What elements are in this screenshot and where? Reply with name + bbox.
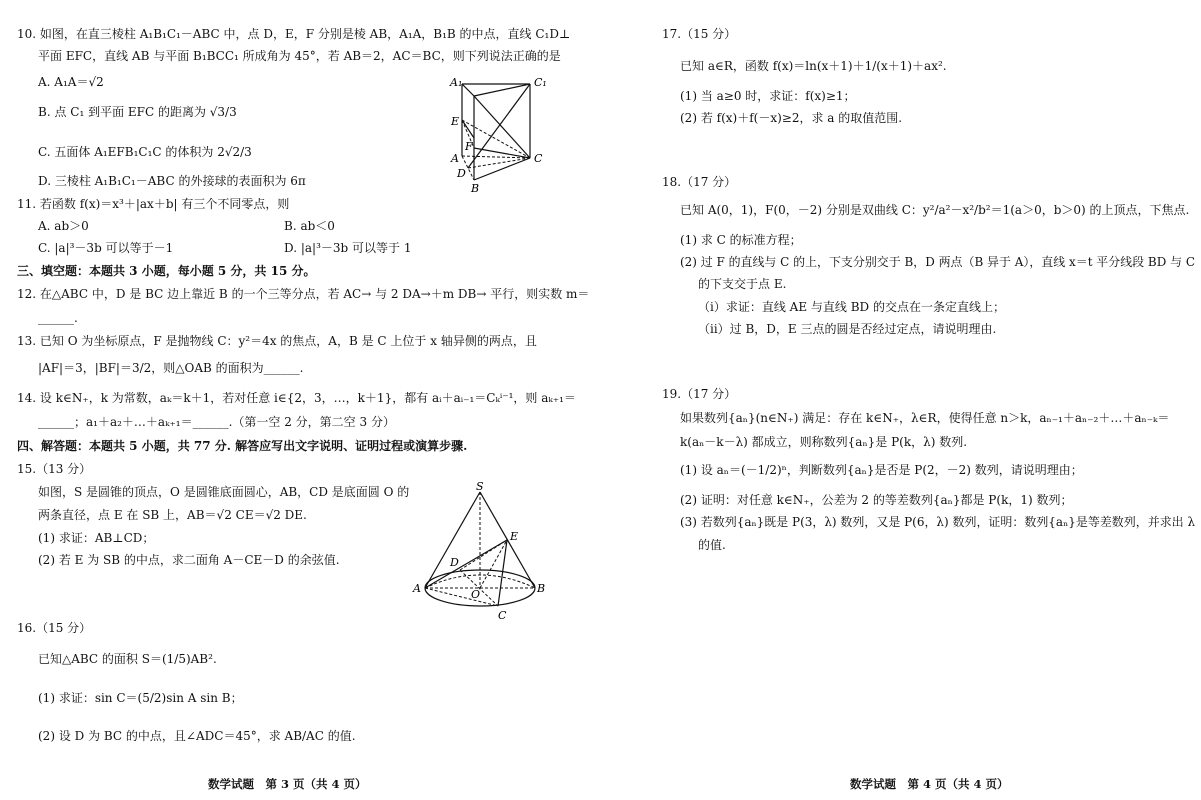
q10-option-a: A. A₁A＝√2 xyxy=(38,75,104,89)
cone-figure xyxy=(408,482,558,622)
fig-label-f: F xyxy=(465,140,473,153)
fig-label-c: C xyxy=(534,152,543,165)
fig-label-b2: B xyxy=(537,582,546,595)
q18-heading: 18.（17 分） xyxy=(662,175,737,189)
q15-part2: (2) 若 E 为 SB 的中点，求二面角 A－CE－D 的余弦值. xyxy=(38,553,340,567)
section-4-heading: 四、解答题：本题共 5 小题，共 77 分. 解答应写出文字说明、证明过程或演算步骤. xyxy=(17,439,468,453)
q10-option-b: B. 点 C₁ 到平面 EFC 的距离为 √3/3 xyxy=(38,105,237,119)
q11-option-b: B. ab＜0 xyxy=(284,219,335,233)
q19-part3-line1: (3) 若数列{aₙ}既是 P(3，λ) 数列，又是 P(6，λ) 数列，证明：数列{aₙ}是等差数列，并求出 λ xyxy=(680,515,1196,529)
q19-part2: (2) 证明：对任意 k∈N₊，公差为 2 的等差数列{aₙ}都是 P(k，1) 数列； xyxy=(680,493,1073,507)
fig-label-a1: A₁ xyxy=(450,76,463,89)
q10-stem-line2: 平面 EFC，直线 AB 与平面 B₁BCC₁ 所成角为 45°，若 AB＝2，AC＝BC，则下列说法正确的是 xyxy=(38,49,561,63)
q14-line1: 14. 设 k∈N₊，k 为常数，aₖ＝k＋1，若对任意 i∈{2，3，…，k＋1}，都有 aᵢ＋aᵢ₋₁＝Cₖⁱ⁻¹，则 aₖ₊₁＝ xyxy=(17,391,576,405)
page-footer-3: 数学试题 第 3 页（共 4 页） xyxy=(208,777,367,791)
q10-option-c: C. 五面体 A₁EFB₁C₁C 的体积为 2√2/3 xyxy=(38,145,252,159)
q11-stem: 11. 若函数 f(x)＝x³＋|ax＋b| 有三个不同零点，则 xyxy=(17,197,290,211)
q14-line2: ______；a₁＋a₂＋…＋aₖ₊₁＝______.（第一空 2 分，第二空 3 分） xyxy=(38,415,395,429)
q19-line1: 如果数列{aₙ}(n∈N₊) 满足：存在 k∈N₊，λ∈R，使得任意 n＞k，aₙ₋₁＋aₙ₋₂＋…＋aₙ₋ₖ＝ xyxy=(680,411,1170,425)
fig-label-c2: C xyxy=(498,609,507,622)
fig-label-a2: A xyxy=(413,582,421,595)
q18-part2-line2: 的下支交于点 E. xyxy=(698,277,787,291)
q10-option-d: D. 三棱柱 A₁B₁C₁－ABC 的外接球的表面积为 6π xyxy=(38,174,306,188)
q16-line1: 已知△ABC 的面积 S＝(1/5)AB². xyxy=(38,652,217,666)
q15-line2: 两条直径，点 E 在 SB 上，AB＝√2 CE＝√2 DE. xyxy=(38,508,307,522)
q13-line1: 13. 已知 O 为坐标原点，F 是抛物线 C：y²＝4x 的焦点，A，B 是 C 上位于 x 轴异侧的两点，且 xyxy=(17,334,537,348)
fig-label-e: E xyxy=(451,115,460,128)
exam-page-3 xyxy=(0,0,600,800)
q15-heading: 15.（13 分） xyxy=(17,462,92,476)
q18-line1: 已知 A(0，1)，F(0，－2) 分别是双曲线 C：y²/a²－x²/b²＝1(a＞0，b＞0) 的上顶点，下焦点. xyxy=(680,203,1190,217)
q12-line2: ______. xyxy=(38,311,78,325)
q18-part2-line1: (2) 过 F 的直线与 C 的上，下支分别交于 B，D 两点（B 异于 A），直线 x＝t 平分线段 BD 与 C xyxy=(680,255,1195,269)
q12-line1: 12. 在△ABC 中，D 是 BC 边上靠近 B 的一个三等分点，若 AC→ 与 2 DA→＋m DB→ 平行，则实数 m＝ xyxy=(17,287,590,301)
q19-line2: k(aₙ－k－λ) 都成立，则称数列{aₙ}是 P(k，λ) 数列. xyxy=(680,435,968,449)
fig-label-s: S xyxy=(476,482,484,493)
page-footer-4: 数学试题 第 4 页（共 4 页） xyxy=(850,777,1009,791)
q17-heading: 17.（15 分） xyxy=(662,27,737,41)
fig-label-e2: E xyxy=(510,530,519,543)
fig-label-o: O xyxy=(471,588,481,601)
q13-line2: |AF|＝3，|BF|＝3/2，则△OAB 的面积为______. xyxy=(38,361,304,375)
fig-label-d2: D xyxy=(450,556,459,569)
q19-heading: 19.（17 分） xyxy=(662,387,737,401)
q18-part1: (1) 求 C 的标准方程； xyxy=(680,233,802,247)
q17-part1: (1) 当 a≥0 时，求证：f(x)≥1； xyxy=(680,89,856,103)
q17-part2: (2) 若 f(x)＋f(－x)≥2，求 a 的取值范围. xyxy=(680,111,903,125)
q15-line1: 如图，S 是圆锥的顶点，O 是圆锥底面圆心，AB，CD 是底面圆 O 的 xyxy=(38,485,410,499)
q18-sub-ii: （ⅱ）过 B，D，E 三点的圆是否经过定点，请说明理由. xyxy=(698,322,997,336)
exam-page-4 xyxy=(600,0,1201,800)
fig-label-d: D xyxy=(457,167,466,180)
fig-label-b: B xyxy=(471,182,480,195)
fig-label-c1: C₁ xyxy=(534,76,547,89)
q16-part1: (1) 求证：sin C＝(5/2)sin A sin B； xyxy=(38,691,243,705)
fig-label-a: A xyxy=(451,152,459,165)
q18-sub-i: （ⅰ）求证：直线 AE 与直线 BD 的交点在一条定直线上； xyxy=(698,300,1005,314)
q16-heading: 16.（15 分） xyxy=(17,621,92,635)
q11-option-a: A. ab＞0 xyxy=(38,219,89,233)
q11-option-d: D. |a|³－3b 可以等于 1 xyxy=(284,241,412,255)
q19-part3-line2: 的值. xyxy=(698,538,726,552)
q15-part1: (1) 求证：AB⊥CD； xyxy=(38,531,155,545)
q11-option-c: C. |a|³－3b 可以等于－1 xyxy=(38,241,174,255)
q17-line1: 已知 a∈R，函数 f(x)＝ln(x＋1)＋1/(x＋1)＋ax². xyxy=(680,59,947,73)
section-3-heading: 三、填空题：本题共 3 小题，每小题 5 分，共 15 分。 xyxy=(17,264,316,278)
prism-figure xyxy=(440,72,560,197)
q19-part1: (1) 设 aₙ＝(－1/2)ⁿ，判断数列{aₙ}是否是 P(2，－2) 数列，请说明理由； xyxy=(680,463,1083,477)
q10-stem-line1: 10. 如图，在直三棱柱 A₁B₁C₁－ABC 中，点 D，E，F 分别是棱 AB，A₁A，B₁B 的中点，直线 C₁D⊥ xyxy=(17,27,571,41)
q16-part2: (2) 设 D 为 BC 的中点，且∠ADC＝45°，求 AB/AC 的值. xyxy=(38,729,356,743)
